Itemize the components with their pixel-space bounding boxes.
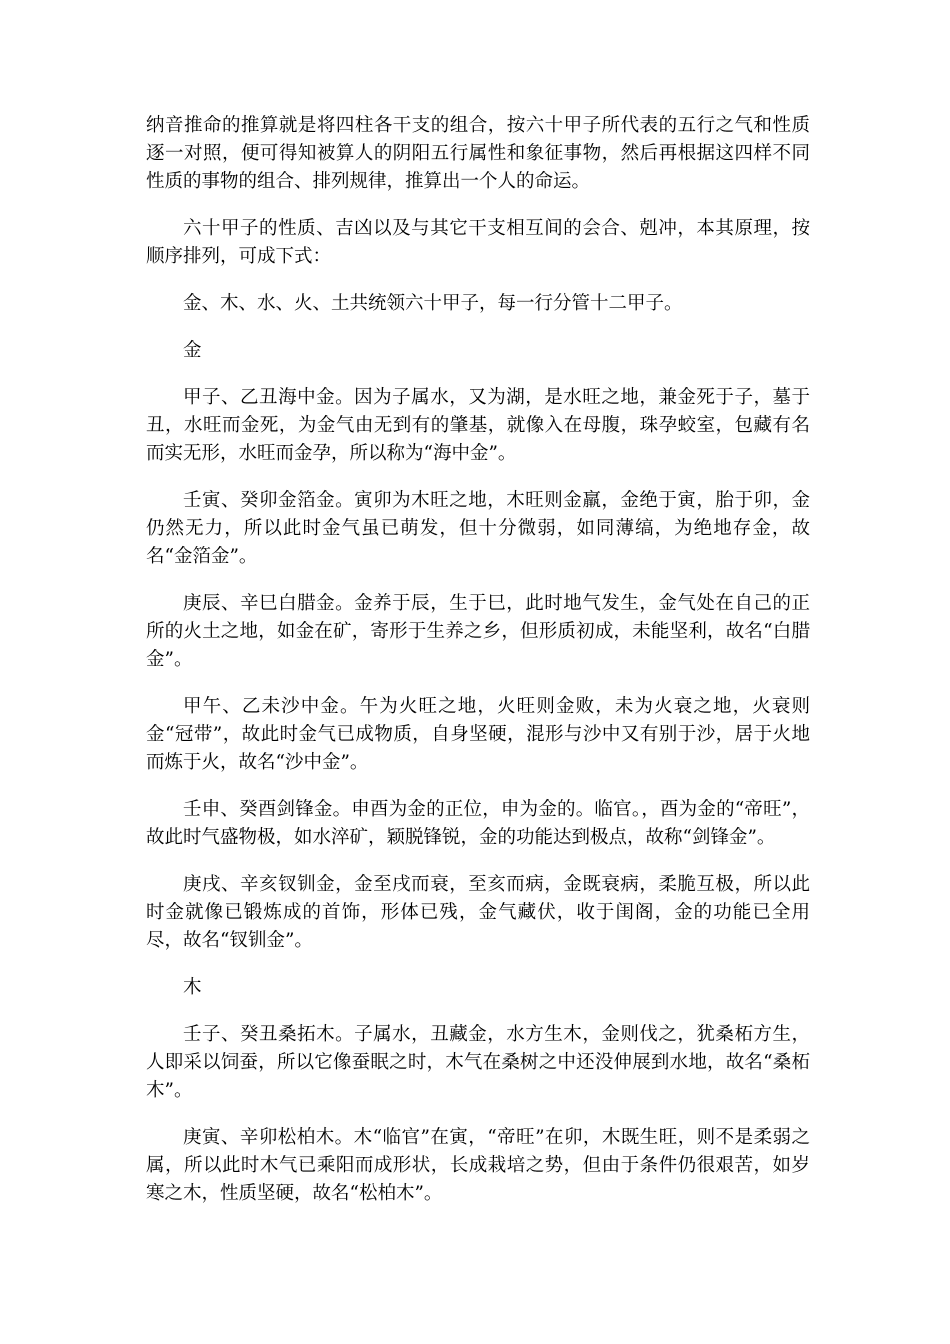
body-paragraph: 六十甲子的性质、吉凶以及与其它干支相互间的会合、剋冲，本其原理，按顺序排列，可成下式： (146, 218, 810, 267)
body-paragraph: 壬子、癸丑桑拓木。子属水，丑藏金，水方生木，金则伐之，犹桑柘方生，人即采以饲蚕，所以它像蚕眠之时，木气在桑树之中还没伸展到水地，故名“桑柘木”。 (146, 1024, 810, 1101)
document-page (146, 112, 810, 1227)
body-paragraph: 甲子、乙丑海中金。因为子属水，又为湖，是水旺之地，兼金死于子，墓于丑，水旺而金死，为金气由无到有的肇基，就像入在母腹，珠孕蛟室，包藏有名而实无形，水旺而金孕，所以称为“海中金”。 (146, 387, 810, 464)
section-heading-wood: 木 (183, 977, 202, 998)
section-heading-metal: 金 (183, 340, 202, 361)
body-paragraph: 庚戌、辛亥钗钏金，金至戌而衰，至亥而病，金既衰病，柔脆互极，所以此时金就像已锻炼成的首饰，形体已残，金气藏伏，收于闺阁，金的功能已全用尽，故名“钗钏金”。 (146, 874, 810, 951)
body-paragraph: 庚辰、辛巳白腊金。金养于辰，生于巳，此时地气发生，金气处在自己的正所的火土之地，如金在矿，寄形于生养之乡，但形质初成，未能坚利，故名“白腊金”。 (146, 593, 810, 670)
body-paragraph: 壬申、癸酉剑锋金。申酉为金的正位，申为金的。临官。，酉为金的“帝旺”，故此时气盛物极，如水淬矿，颖脱锋锐，金的功能达到极点，故称“剑锋金”。 (146, 799, 810, 848)
body-paragraph: 庚寅、辛卯松柏木。木“临官”在寅，“帝旺”在卯，木既生旺，则不是柔弱之属，所以此时木气已乘阳而成形状，长成栽培之势，但由于条件仍很艰苦，如岁寒之木，性质坚硬，故名“松柏木”。 (146, 1127, 810, 1204)
body-paragraph: 金、木、水、火、土共统领六十甲子，每一行分管十二甲子。 (183, 293, 683, 314)
body-paragraph: 壬寅、癸卯金箔金。寅卯为木旺之地，木旺则金羸，金绝于寅，胎于卯，金仍然无力，所以此时金气虽已萌发，但十分微弱，如同薄缟，为绝地存金，故名“金箔金”。 (146, 490, 810, 567)
body-paragraph: 甲午、乙未沙中金。午为火旺之地，火旺则金败，未为火衰之地，火衰则金“冠带”，故此时金气已成物质，自身坚硬，混形与沙中又有别于沙，居于火地而炼于火，故名“沙中金”。 (146, 696, 810, 773)
intro-paragraph: 纳音推命的推算就是将四柱各干支的组合，按六十甲子所代表的五行之气和性质逐一对照，便可得知被算人的阴阳五行属性和象征事物，然后再根据这四样不同性质的事物的组合、排列规律，推算出一个人的命运。 (146, 115, 810, 192)
